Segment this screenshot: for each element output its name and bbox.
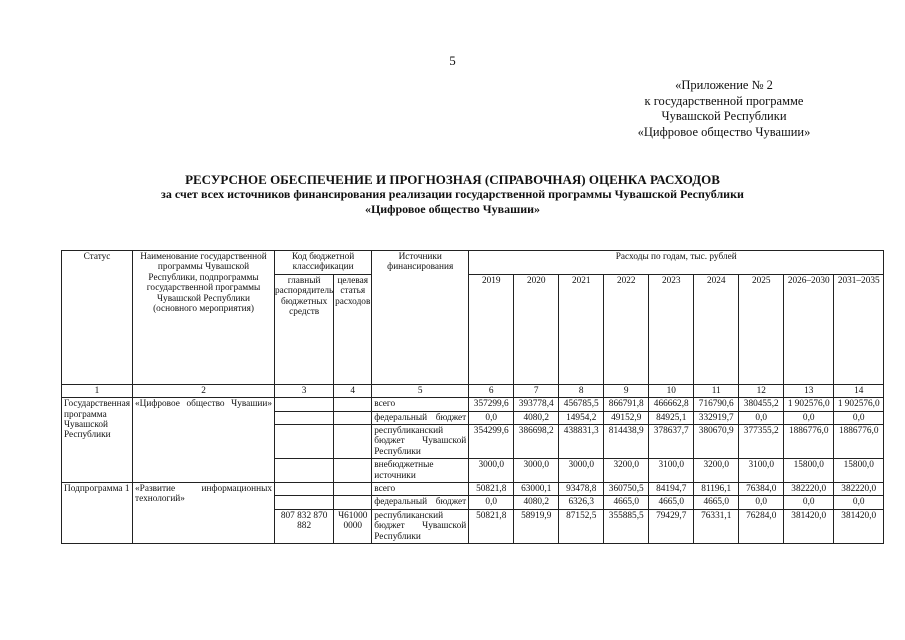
row-value: 15800,0 [834, 459, 884, 483]
document-title [0, 172, 905, 217]
row-value: 382220,0 [784, 483, 834, 496]
resource-table [61, 250, 884, 544]
column-number: 11 [694, 384, 739, 397]
appendix-line: к государственной программе [644, 93, 804, 108]
row-value: 84194,7 [649, 483, 694, 496]
row-value: 378637,7 [649, 425, 694, 459]
row-value: 380455,2 [739, 398, 784, 411]
row-source: всего [372, 483, 469, 496]
row-status: Государственная программа Чувашской Республики [62, 398, 133, 483]
row-value: 866791,8 [604, 398, 649, 411]
row-value: 87152,5 [559, 509, 604, 543]
row-value: 50821,8 [469, 509, 514, 543]
header-year: 2019 [469, 274, 514, 384]
row-value: 0,0 [739, 411, 784, 424]
row-value: 3200,0 [694, 459, 739, 483]
row-name: «Развитие информационных технологий» [133, 483, 275, 544]
row-target-item: Ч61000 0000 [334, 509, 372, 543]
row-value: 332919,7 [694, 411, 739, 424]
row-target-item [334, 459, 372, 483]
row-name: «Цифровое общество Чувашии» [133, 398, 275, 483]
column-number: 9 [604, 384, 649, 397]
row-value: 4665,0 [649, 496, 694, 509]
row-value: 14954,2 [559, 411, 604, 424]
row-value: 3000,0 [514, 459, 559, 483]
column-number: 4 [334, 384, 372, 397]
appendix-line: «Приложение № 2 [675, 78, 773, 92]
row-value: 814438,9 [604, 425, 649, 459]
column-number: 3 [275, 384, 334, 397]
row-main-manager: 807 832 870 882 [275, 509, 334, 543]
row-value: 1886776,0 [784, 425, 834, 459]
header-year: 2024 [694, 274, 739, 384]
row-value: 354299,6 [469, 425, 514, 459]
column-number: 5 [372, 384, 469, 397]
row-value: 4080,2 [514, 496, 559, 509]
row-value: 381420,0 [784, 509, 834, 543]
row-value: 3100,0 [739, 459, 784, 483]
row-value: 50821,8 [469, 483, 514, 496]
row-value: 0,0 [784, 411, 834, 424]
row-source: федеральный бюджет [372, 411, 469, 424]
row-source: республиканский бюджет Чувашской Республики [372, 425, 469, 459]
row-value: 3000,0 [559, 459, 604, 483]
row-value: 0,0 [739, 496, 784, 509]
row-value: 6326,3 [559, 496, 604, 509]
row-value: 3000,0 [469, 459, 514, 483]
column-number: 6 [469, 384, 514, 397]
row-value: 79429,7 [649, 509, 694, 543]
row-value: 93478,8 [559, 483, 604, 496]
row-value: 3100,0 [649, 459, 694, 483]
column-number: 12 [739, 384, 784, 397]
header-year: 2031–2035 [834, 274, 884, 384]
row-value: 438831,3 [559, 425, 604, 459]
row-target-item [334, 483, 372, 496]
row-target-item [334, 411, 372, 424]
header-year: 2020 [514, 274, 559, 384]
header-budget-code: Код бюджетной классификации [275, 251, 372, 275]
column-number: 8 [559, 384, 604, 397]
row-value: 76284,0 [739, 509, 784, 543]
row-value: 0,0 [834, 496, 884, 509]
appendix-line: Чувашской Республики [661, 109, 787, 123]
row-main-manager [275, 398, 334, 411]
column-number: 1 [62, 384, 133, 397]
row-value: 49152,9 [604, 411, 649, 424]
row-main-manager [275, 425, 334, 459]
row-value: 1 902576,0 [834, 398, 884, 411]
row-value: 76331,1 [694, 509, 739, 543]
row-value: 716790,6 [694, 398, 739, 411]
row-value: 456785,5 [559, 398, 604, 411]
row-target-item [334, 496, 372, 509]
table-row [62, 483, 884, 496]
row-value: 382220,0 [834, 483, 884, 496]
column-number-row [62, 384, 884, 397]
row-value: 0,0 [834, 411, 884, 424]
title-line: «Цифровое общество Чувашии» [364, 202, 541, 216]
row-value: 15800,0 [784, 459, 834, 483]
row-value: 58919,9 [514, 509, 559, 543]
row-value: 63000,1 [514, 483, 559, 496]
row-value: 1886776,0 [834, 425, 884, 459]
row-value: 393778,4 [514, 398, 559, 411]
column-number: 10 [649, 384, 694, 397]
row-value: 1 902576,0 [784, 398, 834, 411]
row-value: 4665,0 [604, 496, 649, 509]
header-year: 2023 [649, 274, 694, 384]
row-value: 3200,0 [604, 459, 649, 483]
row-source: внебюджетные источники [372, 459, 469, 483]
column-number: 14 [834, 384, 884, 397]
title-line: РЕСУРСНОЕ ОБЕСПЕЧЕНИЕ И ПРОГНОЗНАЯ (СПРАВОЧНАЯ) ОЦЕНКА РАСХОДОВ [185, 172, 720, 187]
table-body [62, 398, 884, 544]
header-year: 2025 [739, 274, 784, 384]
header-expenses: Расходы по годам, тыс. рублей [469, 251, 884, 275]
header-main-manager: главный распорядитель бюджетных средств [275, 274, 334, 384]
row-main-manager [275, 411, 334, 424]
row-value: 355885,5 [604, 509, 649, 543]
row-target-item [334, 398, 372, 411]
row-value: 357299,6 [469, 398, 514, 411]
row-source: республиканский бюджет Чувашской Республики [372, 509, 469, 543]
row-main-manager [275, 483, 334, 496]
header-year: 2021 [559, 274, 604, 384]
header-name: Наименование государственной программы Чувашской Республики, подпрограммы государственной программы Чувашской Республики (основного мероприятия) [133, 251, 275, 385]
row-value: 0,0 [469, 411, 514, 424]
row-value: 81196,1 [694, 483, 739, 496]
header-target-item: целевая статья расходов [334, 274, 372, 384]
title-line: за счет всех источников финансирования реализации государственной программы Чувашской Республики [161, 187, 744, 201]
row-value: 0,0 [784, 496, 834, 509]
row-value: 466662,8 [649, 398, 694, 411]
row-value: 76384,0 [739, 483, 784, 496]
row-source: всего [372, 398, 469, 411]
appendix-line: «Цифровое общество Чувашии» [637, 124, 811, 139]
page-number: 5 [449, 53, 456, 68]
row-value: 84925,1 [649, 411, 694, 424]
column-number: 2 [133, 384, 275, 397]
header-year: 2026–2030 [784, 274, 834, 384]
row-target-item [334, 425, 372, 459]
row-value: 0,0 [469, 496, 514, 509]
column-number: 7 [514, 384, 559, 397]
header-sources: Источники финансирования [372, 251, 469, 385]
header-status: Статус [62, 251, 133, 385]
row-value: 4080,2 [514, 411, 559, 424]
table-row [62, 398, 884, 411]
column-number: 13 [784, 384, 834, 397]
row-source: федеральный бюджет [372, 496, 469, 509]
row-main-manager [275, 459, 334, 483]
row-status: Подпрограмма 1 [62, 483, 133, 544]
row-value: 381420,0 [834, 509, 884, 543]
row-value: 386698,2 [514, 425, 559, 459]
row-value: 360750,5 [604, 483, 649, 496]
appendix-note [609, 78, 839, 140]
row-value: 4665,0 [694, 496, 739, 509]
header-year: 2022 [604, 274, 649, 384]
row-value: 380670,9 [694, 425, 739, 459]
row-main-manager [275, 496, 334, 509]
row-value: 377355,2 [739, 425, 784, 459]
